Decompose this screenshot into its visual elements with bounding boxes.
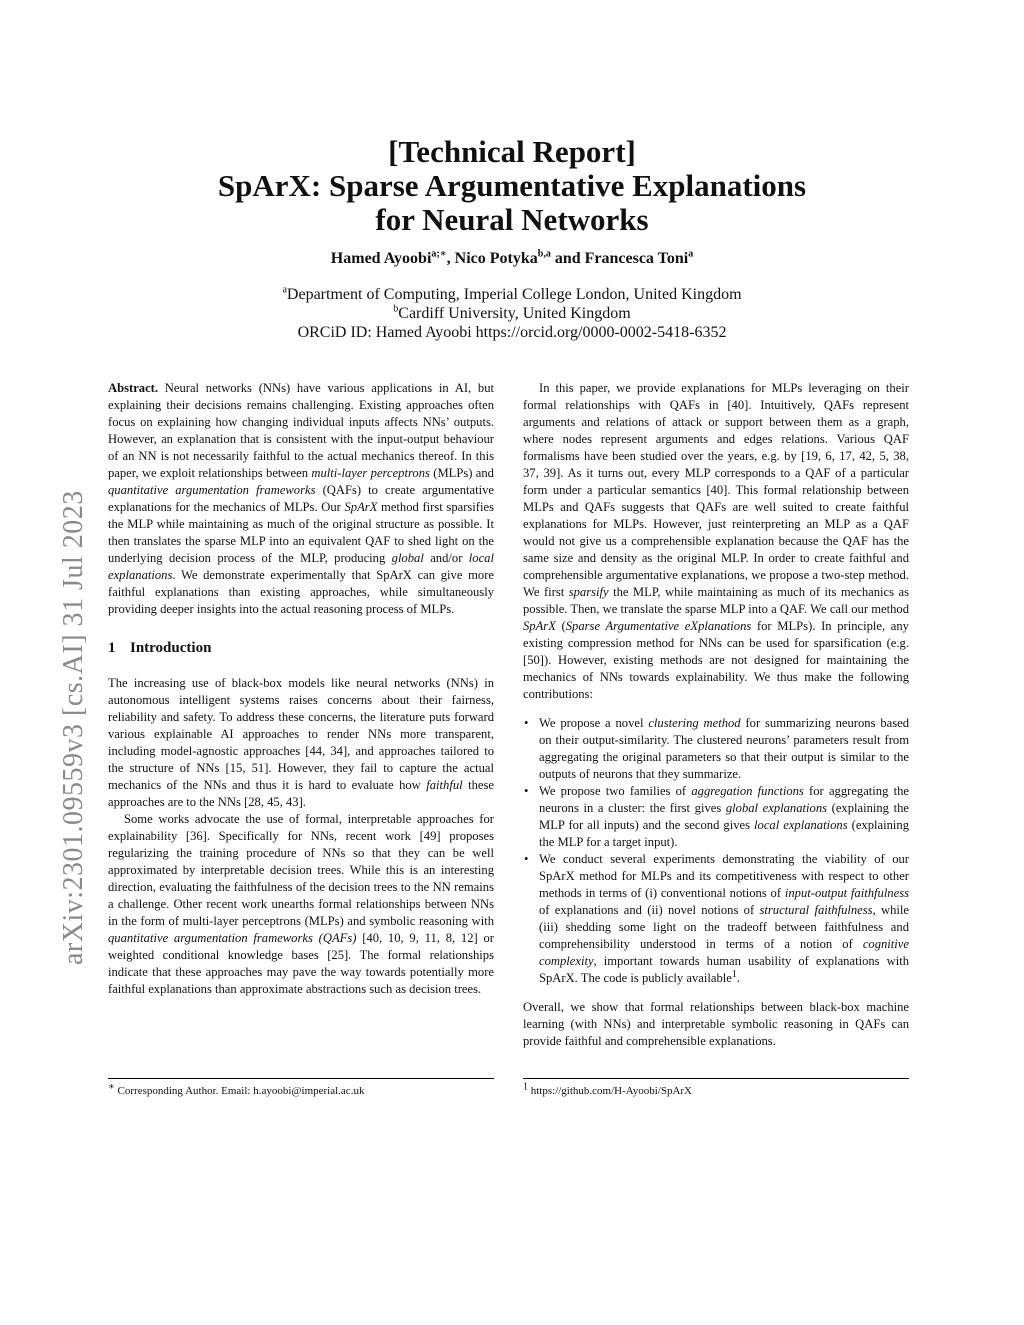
body-text: . xyxy=(736,971,740,985)
abstract-text: SpArX xyxy=(344,500,378,514)
body-text: for MLPs). In principle, any existing compression method for NNs can be used for sparsification (e.g. [50]). However, existing methods are not designed for maintaining the mechanics of NNs towards explainability. We thus make the following contributions: xyxy=(523,619,909,701)
author-separator: , xyxy=(446,250,455,267)
footnote-mark: 1 xyxy=(523,1081,528,1093)
list-item xyxy=(523,783,909,851)
author-name: Francesca Toni xyxy=(584,250,689,267)
body-text: , while (iii) shedding some light on the tradeoff between faithfulness and comprehensibility understood in terms of a notion of xyxy=(539,903,910,951)
author-affiliation-mark: a;∗ xyxy=(431,248,447,260)
title-line-1: [Technical Report] xyxy=(388,134,636,169)
body-text: We propose two families of xyxy=(539,784,692,798)
affiliation-text: Department of Computing, Imperial College London, United Kingdom xyxy=(286,286,742,303)
body-text: Sparse Argumentative eXplanations xyxy=(565,619,752,633)
bullet-icon: • xyxy=(524,784,529,798)
section-number: 1 xyxy=(108,640,116,656)
body-text: clustering method xyxy=(648,716,741,730)
arxiv-stamp: arXiv:2301.09559v3 [cs.AI] 31 Jul 2023 xyxy=(58,490,89,965)
body-text: faithful xyxy=(426,778,463,792)
body-text: The increasing use of black-box models like neural networks (NNs) in autonomous intelligent systems raises concerns about their fairness, reliability and safety. To address these concerns, the literature puts forward various explainable AI approaches to render NNs more transparent, including model-agnostic approaches [44, 34], and approaches tailored to the structure of NNs [15, 51]. However, they fail to capture the actual mechanics of the NNs and thus it is hard to evaluate how xyxy=(108,676,494,792)
abstract-text: and/or xyxy=(423,551,469,565)
abstract-text: Neural networks (NNs) have various applications in AI, but explaining their decisions remains challenging. Existing approaches often focus on explaining how changing individual inputs affects NNs’ outputs. However, an explanation that is consistent with the input-output behaviour of an NN is not necessarily faithful to the actual mechanics thereof. In this paper, we exploit relationships between xyxy=(108,381,494,480)
section-title: Introduction xyxy=(130,640,212,656)
footnote-mark: ∗ xyxy=(108,1081,115,1093)
footnote-rule-left xyxy=(108,1078,494,1079)
right-column xyxy=(523,380,909,1050)
affiliations xyxy=(0,285,1024,342)
abstract xyxy=(108,380,494,618)
body-text: (explaining the MLP for all inputs) and the second gives xyxy=(539,801,909,832)
right-paragraph-2: Overall, we show that formal relationships between black-box machine learning (with NNs) and interpretable symbolic reasoning in QAFs can provide faithful and comprehensible explanations. xyxy=(523,1000,909,1048)
author-name: Hamed Ayoobi xyxy=(330,250,432,267)
footnote-right xyxy=(523,1081,909,1098)
author-name: Nico Potyka xyxy=(454,250,538,267)
body-text: structural faithfulness xyxy=(759,903,873,917)
paper-title xyxy=(0,135,1024,237)
body-text: for summarizing neurons based on their output-similarity. The clustered neurons’ parameters result from aggregating the original parameters so that their output is similar to the outputs of neurons that they summarize. xyxy=(539,716,909,781)
affiliation-b xyxy=(0,304,1024,323)
list-item xyxy=(523,715,909,783)
footnote-rule-right xyxy=(523,1078,909,1079)
affiliation-text: Cardiff University, United Kingdom xyxy=(398,305,631,322)
left-column xyxy=(108,380,494,998)
contribution-list xyxy=(523,715,909,987)
intro-paragraph-2 xyxy=(108,811,494,998)
body-text: of explanations and (ii) novel notions of xyxy=(539,903,760,917)
abstract-text: method first sparsifies the MLP while maintaining as much of the original structure as possible. It then translates the sparse MLP into an equivalent QAF to shed light on the underlying decision process of the MLP, producing xyxy=(108,500,494,565)
abstract-text: (MLPs) and xyxy=(429,466,494,480)
footnote-text: https://github.com/H-Ayoobi/SpArX xyxy=(528,1085,692,1097)
section-heading-introduction xyxy=(108,640,494,657)
body-text: quantitative argumentation frameworks (QAFs) xyxy=(108,931,357,945)
body-text: local explanations xyxy=(754,818,848,832)
footnote-mark: 1 xyxy=(731,968,737,980)
orcid-line: ORCiD ID: Hamed Ayoobi https://orcid.org/0000-0002-5418-6352 xyxy=(297,324,727,341)
body-text: We propose a novel xyxy=(539,716,649,730)
body-text: We conduct several experiments demonstrating the viability of our SpArX method for MLPs and its competitiveness with respect to other methods in terms of (i) conventional notions of xyxy=(539,852,909,900)
body-text: Some works advocate the use of formal, interpretable approaches for explainability [36]. Specifically for NNs, recent work [49] proposes regularizing the training procedure of NNs so that they can be well approximated by interpretable decision trees. While this is an interesting direction, evaluating the faithfulness of the decision trees to the NN remains a challenge. Other recent work unearths formal relationships between NNs in the form of multi-layer perceptrons (MLPs) and symbolic reasoning with xyxy=(108,812,494,928)
affiliation-mark: b xyxy=(393,303,399,315)
abstract-text: . We demonstrate experimentally that SpArX can give more faithful explanations than existing approaches, while simultaneously providing deeper insights into the actual reasoning process of MLPs. xyxy=(108,568,494,616)
abstract-label: Abstract. xyxy=(108,381,159,395)
author-affiliation-mark: b,a xyxy=(537,248,551,260)
abstract-text: multi-layer perceptrons xyxy=(311,466,430,480)
footnote-text: Corresponding Author. Email: h.ayoobi@imperial.ac.uk xyxy=(114,1085,365,1097)
title-line-2: SpArX: Sparse Argumentative Explanations xyxy=(217,168,807,203)
abstract-text: global xyxy=(391,551,424,565)
body-text: the MLP, while maintaining as much of its mechanics as possible. Then, we translate the sparse MLP into a QAF. We call our method xyxy=(523,585,909,616)
body-text: cognitive complexity xyxy=(539,937,909,968)
body-text: global explanations xyxy=(725,801,828,815)
body-text: for aggregating the neurons in a cluster: the first gives xyxy=(539,784,909,815)
body-text: SpArX xyxy=(523,619,556,633)
body-text: input-output faithfulness xyxy=(784,886,910,900)
body-text: these approaches are to the NNs [28, 45, 43]. xyxy=(108,778,494,809)
affiliation-mark: a xyxy=(282,284,287,296)
footnote-left xyxy=(108,1081,494,1098)
title-line-3: for Neural Networks xyxy=(375,202,649,237)
affiliation-a xyxy=(0,285,1024,304)
author-separator: and xyxy=(550,250,585,267)
body-text: In this paper, we provide explanations for MLPs leveraging on their formal relationships with QAFs in [40]. Intuitively, QAFs represent arguments and relations of attack or support between them as a graph, where nodes represent arguments and edges relations. Various QAF formalisms have been studied over the years, e.g. by [19, 6, 17, 42, 5, 38, 37, 39]. As it turns out, every MLP corresponds to a QAF of a particular form under a particular semantics [40]. This formal relationship between MLPs and QAFs suggests that QAFs are well suited to create faithful explanations for MLPs. However, just reinterpreting an MLP as a QAF would not give us a comprehensible explanation because the QAF has the same size and density as the original MLP. In order to create faithful and comprehensible argumentative explanations, we propose a two-step method. We first xyxy=(523,381,909,599)
bullet-icon: • xyxy=(524,716,529,730)
intro-paragraph-1 xyxy=(108,675,494,811)
body-text: aggregation functions xyxy=(691,784,804,798)
body-text: , important towards human usability of explanations with SpArX. The code is publicly available xyxy=(539,954,909,985)
author-affiliation-mark: a xyxy=(688,248,694,260)
body-text: (explaining the MLP for a target input). xyxy=(539,818,909,849)
abstract-text: (QAFs) to create argumentative explanations for the mechanics of MLPs. Our xyxy=(108,483,494,514)
list-item xyxy=(523,851,909,987)
right-paragraph-1 xyxy=(523,380,909,703)
abstract-text: local explanations xyxy=(108,551,494,582)
body-text: [40, 10, 9, 11, 8, 12] or weighted conditional knowledge bases [25]. The formal relationships indicate that these approaches may pave the way towards potentially more faithful explanations than approximate abstractions such as decision trees. xyxy=(108,931,494,996)
abstract-text: quantitative argumentation frameworks xyxy=(108,483,316,497)
body-text: sparsify xyxy=(568,585,609,599)
author-list xyxy=(0,250,1024,268)
bullet-icon: • xyxy=(524,852,529,866)
body-text: ( xyxy=(555,619,566,633)
